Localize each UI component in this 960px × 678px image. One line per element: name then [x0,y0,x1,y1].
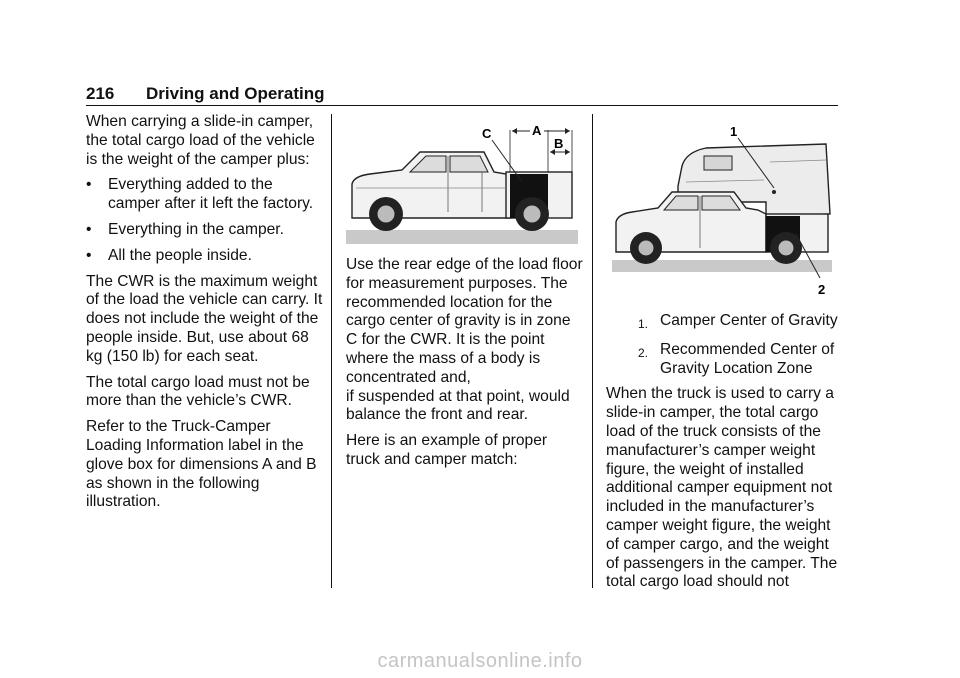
rear-hub [523,205,541,223]
column-divider-right [592,114,593,588]
bullet-text: Everything added to the camper after it left the factory. [108,176,314,213]
legend-text: Camper Center of Gravity [660,312,838,329]
total-load-paragraph: The total cargo load must not be more than the vehicle’s CWR. [86,373,310,410]
column-1 [86,113,326,519]
label-c: C [482,126,492,141]
page-number: 216 [86,84,115,103]
camper-window [704,156,732,170]
truck-camper-paragraph: When the truck is used to carry a slide-in camper, the total cargo load of the truck consists of the manufacturer’s camper weight figure, the weight of installed additional camper equipment not included in the manufacturer’s camper weight figure, the weight of camper cargo, and the weight of passengers in the camper. The total cargo load should not [606,385,838,591]
column-divider-left [331,114,332,588]
truck-camper-figure [606,122,838,300]
bullet-text: All the people inside. [108,246,252,264]
cwr-paragraph: The CWR is the maximum weight of the load the vehicle can carry. It does not include the weight of the people inside. But, use about 68 kg (150 lb) for each seat. [86,272,323,365]
label-a: A [532,123,542,138]
bullet-text: Everything in the camper. [108,220,284,238]
section-title: Driving and Operating [146,84,325,103]
legend-text: Recommended Center of Gravity Location Zone [660,340,835,377]
intro-paragraph: When carrying a slide-in camper, the total cargo load of the vehicle is the weight of the camper plus: [86,113,315,168]
rear-edge-paragraph-cont: if suspended at that point, would balance the front and rear. [346,387,570,424]
header-rule [86,105,838,106]
front-hub [377,205,395,223]
label-2: 2 [818,282,826,297]
camper-cg-marker [772,190,776,194]
bullet-dot: • [86,220,92,238]
legend-number: 1. [638,317,649,331]
legend-number: 2. [638,345,649,360]
bullet-dot: • [86,176,92,194]
column-2 [346,256,584,477]
example-paragraph: Here is an example of proper truck and camper match: [346,432,548,468]
bullet-item [86,176,326,214]
rear-edge-paragraph: Use the rear edge of the load floor for measurement purposes. The recommended location for the cargo center of gravity is in zone C for the CWR. It is the point where the mass of a body is concentrated and, [346,256,583,386]
legend-item [606,341,840,379]
label-b: B [554,136,564,151]
label-1: 1 [730,124,738,139]
front-hub [638,240,654,256]
ground-strip [346,230,578,244]
bullet-item [86,247,326,266]
refer-paragraph: Refer to the Truck-Camper Loading Information label in the glove box for dimensions A and B as shown in the following illustration. [86,418,317,511]
column-3 [606,312,840,599]
bullet-item [86,221,326,240]
page-header [86,84,838,104]
watermark: carmanualsonline.info [377,650,583,672]
rear-hub [778,240,794,256]
legend-item [606,312,840,334]
truck-dimension-figure [346,122,578,246]
bullet-dot: • [86,246,92,264]
